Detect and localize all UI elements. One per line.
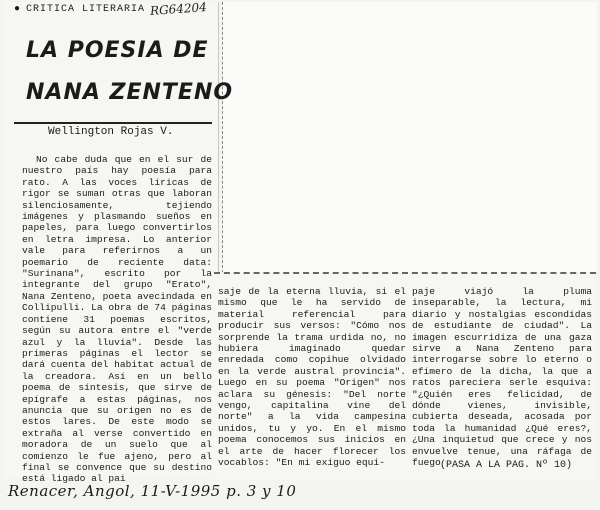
section-label (14, 4, 145, 15)
article-column-2 (218, 286, 406, 469)
column-3-text: paje viajó la pluma inseparable, la lectura, mi diario y nostalgias escondidas de estudiante de ciudad". La imagen escurridiza de una gaza sirve a Nana Zenteno para interrogarse sobre lo eterno o efímero de la dicha, la que a ratos pareciera serle esquiva: "¿Quién eres felicidad, de dónde vienes, invisible, cubierta deseada, acosada por toda la humanidad ¿Qué eres?, ¿Una inquietud que crece y nos envuelve tenue, una ráfaga de fuego (412, 286, 592, 469)
column-1-text: No cabe duda que en el sur de nuestro país hay poesía para rato. A las voces líricas de rigor se suman otras que laboran silenciosamente, tejiendo imágenes y plasmando sueños en papeles, para luego convertirlos en letra impresa. Lo anterior vale para referirnos a un poemario de reciente data: "Surinana", escrito por la integrante del grupo "Erato", Nana Zenteno, poeta avecindada en Collipulli. La obra de 74 páginas contiene 31 poemas escritos, según su autora entre el "verde azul y la lluvia". Desde las primeras páginas el lector se dará cuenta del habitat actual de la creadora. Así en un bello poema de síntesis, que sirve de epígrafe a estas páginas, nos anuncia que su origen no es de estos lares. De este modo se extraña al verse convertido en moradora de un suelo que al comienzo le fue ajeno, pero al final se convence que su destino está ligado al pai (22, 154, 212, 485)
article-column-1 (22, 154, 212, 485)
author-byline: Wellington Rojas V. (48, 126, 174, 138)
bullet-icon: ● (14, 4, 22, 15)
article-title-line1: LA POESIA DE (26, 38, 209, 63)
article-title-line2: NANA ZENTENO (26, 80, 234, 105)
section-label-text: CRITICA LITERARIA (26, 4, 146, 15)
blank-paper-area (222, 2, 597, 273)
archive-code-handwritten: RG64204 (149, 0, 208, 18)
title-divider (14, 122, 212, 124)
handwritten-source-note: Renacer, Angol, 11-V-1995 p. 3 y 10 (8, 482, 297, 500)
article-column-3 (412, 286, 592, 469)
column-2-text: saje de la eterna lluvia, si el mismo que le ha servido de material referencial para producir sus versos: "Cómo nos sorprende la trama urdida no, no hubiera imaginado quedar enredada como copihue olvidado en la verde austral provincia". Luego en su poema "Origen" nos aclara su génesis: "Del norte vengo, capitalina vine del norte" a la vida campesina unidos, tu y yo. En el mismo poema conocemos sus inicios en el arte de hacer florecer los vocablos: "En mi exiguo equi- (218, 286, 406, 469)
continued-note: (PASA A LA PAG. Nº 10) (440, 460, 573, 471)
